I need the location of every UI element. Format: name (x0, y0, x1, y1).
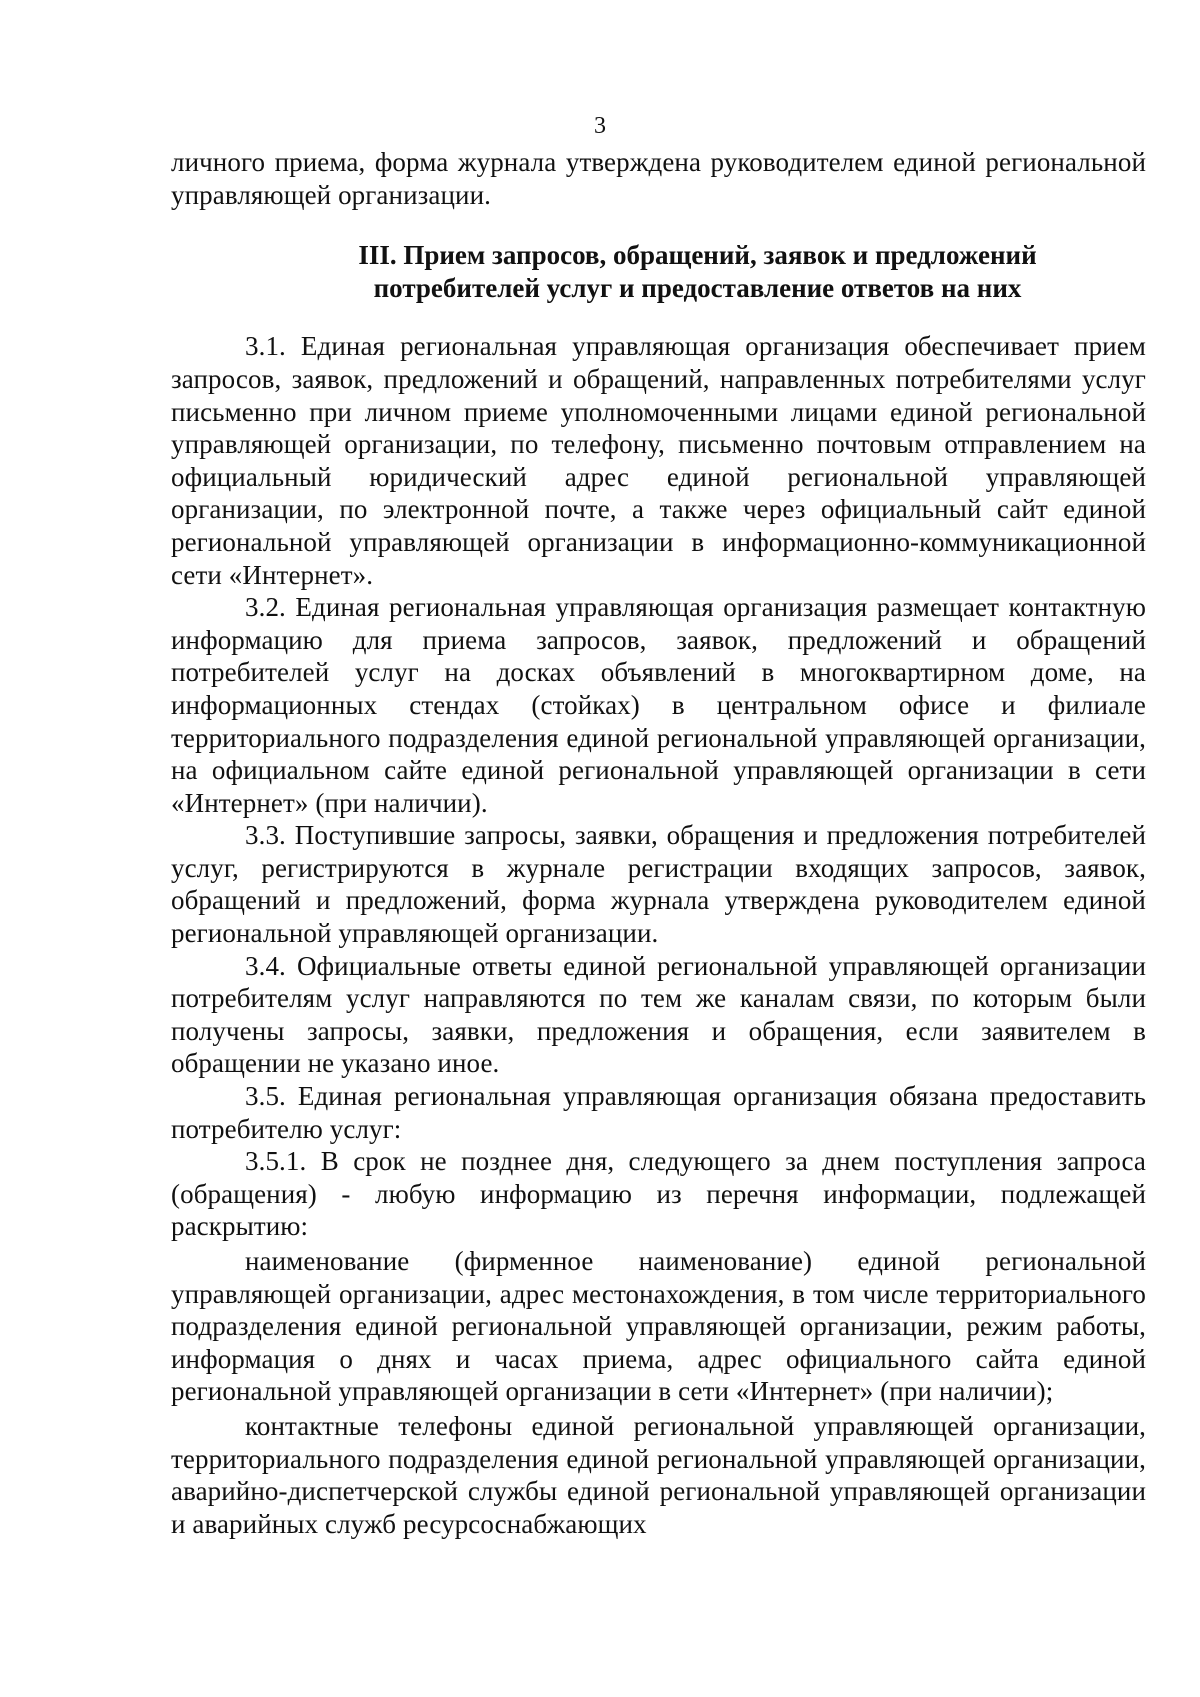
paragraph-3-2: 3.2. Единая региональная управляющая организация размещает контактную информацию для приема запросов, заявок, предложений и обращений потребителей услуг на досках объявлений в многоквартирном доме, на информационных стендах (стойках) в центральном офисе и филиале территориального подразделения единой региональной управляющей организации, на официальном сайте единой региональной управляющей организации в сети «Интернет» (при наличии). (171, 592, 1146, 818)
list-item-contact-phones: контактные телефоны единой региональной управляющей организации, территориального подразделения единой региональной управляющей организации, аварийно-диспетчерской службы единой региональной управляющей организации и аварийных служб ресурсоснабжающих (171, 1410, 1146, 1539)
paragraph-3-1: 3.1. Единая региональная управляющая организация обеспечивает прием запросов, заявок, предложений и обращений, направленных потребителями услуг письменно при личном приеме уполномоченными лицами единой региональной управляющей организации, по телефону, письменно почтовым отправлением на официальный юридический адрес единой региональной управляющей организации, по электронной почте, а также через официальный сайт единой региональной управляющей организации в информационно-коммуникационной сети «Интернет». (171, 331, 1146, 590)
page-number: 3 (594, 113, 606, 139)
list-item-name-address: наименование (фирменное наименование) единой региональной управляющей организации, адрес местонахождения, в том числе территориального подразделения единой региональной управляющей организации, режим работы, информация о днях и часах приема, адрес официального сайта единой региональной управляющей организации в сети «Интернет» (при наличии); (171, 1246, 1146, 1407)
paragraph-3-5: 3.5. Единая региональная управляющая организация обязана предоставить потребителю услуг: (171, 1081, 1146, 1144)
intro-paragraph: личного приема, форма журнала утверждена руководителем единой региональной управляющей организации. (171, 147, 1146, 210)
paragraph-3-3: 3.3. Поступившие запросы, заявки, обращения и предложения потребителей услуг, регистрируются в журнале регистрации входящих запросов, заявок, обращений и предложений, форма журнала утверждена руководителем единой региональной управляющей организации. (171, 820, 1146, 949)
document-body (171, 146, 1146, 1540)
section-heading-line-1: III. Прием запросов, обращений, заявок и предложений (358, 240, 1037, 271)
paragraph-3-4: 3.4. Официальные ответы единой региональной управляющей организации потребителям услуг направляются по тем же каналам связи, по которым были получены запросы, заявки, предложения и обращения, если заявителем в обращении не указано иное. (171, 950, 1146, 1079)
section-heading-line-2: потребителей услуг и предоставление ответов на них (373, 272, 1022, 303)
section-heading (171, 239, 1146, 304)
paragraph-3-5-1: 3.5.1. В срок не позднее дня, следующего за днем поступления запроса (обращения) - любую информацию из перечня информации, подлежащей раскрытию: (171, 1146, 1146, 1242)
